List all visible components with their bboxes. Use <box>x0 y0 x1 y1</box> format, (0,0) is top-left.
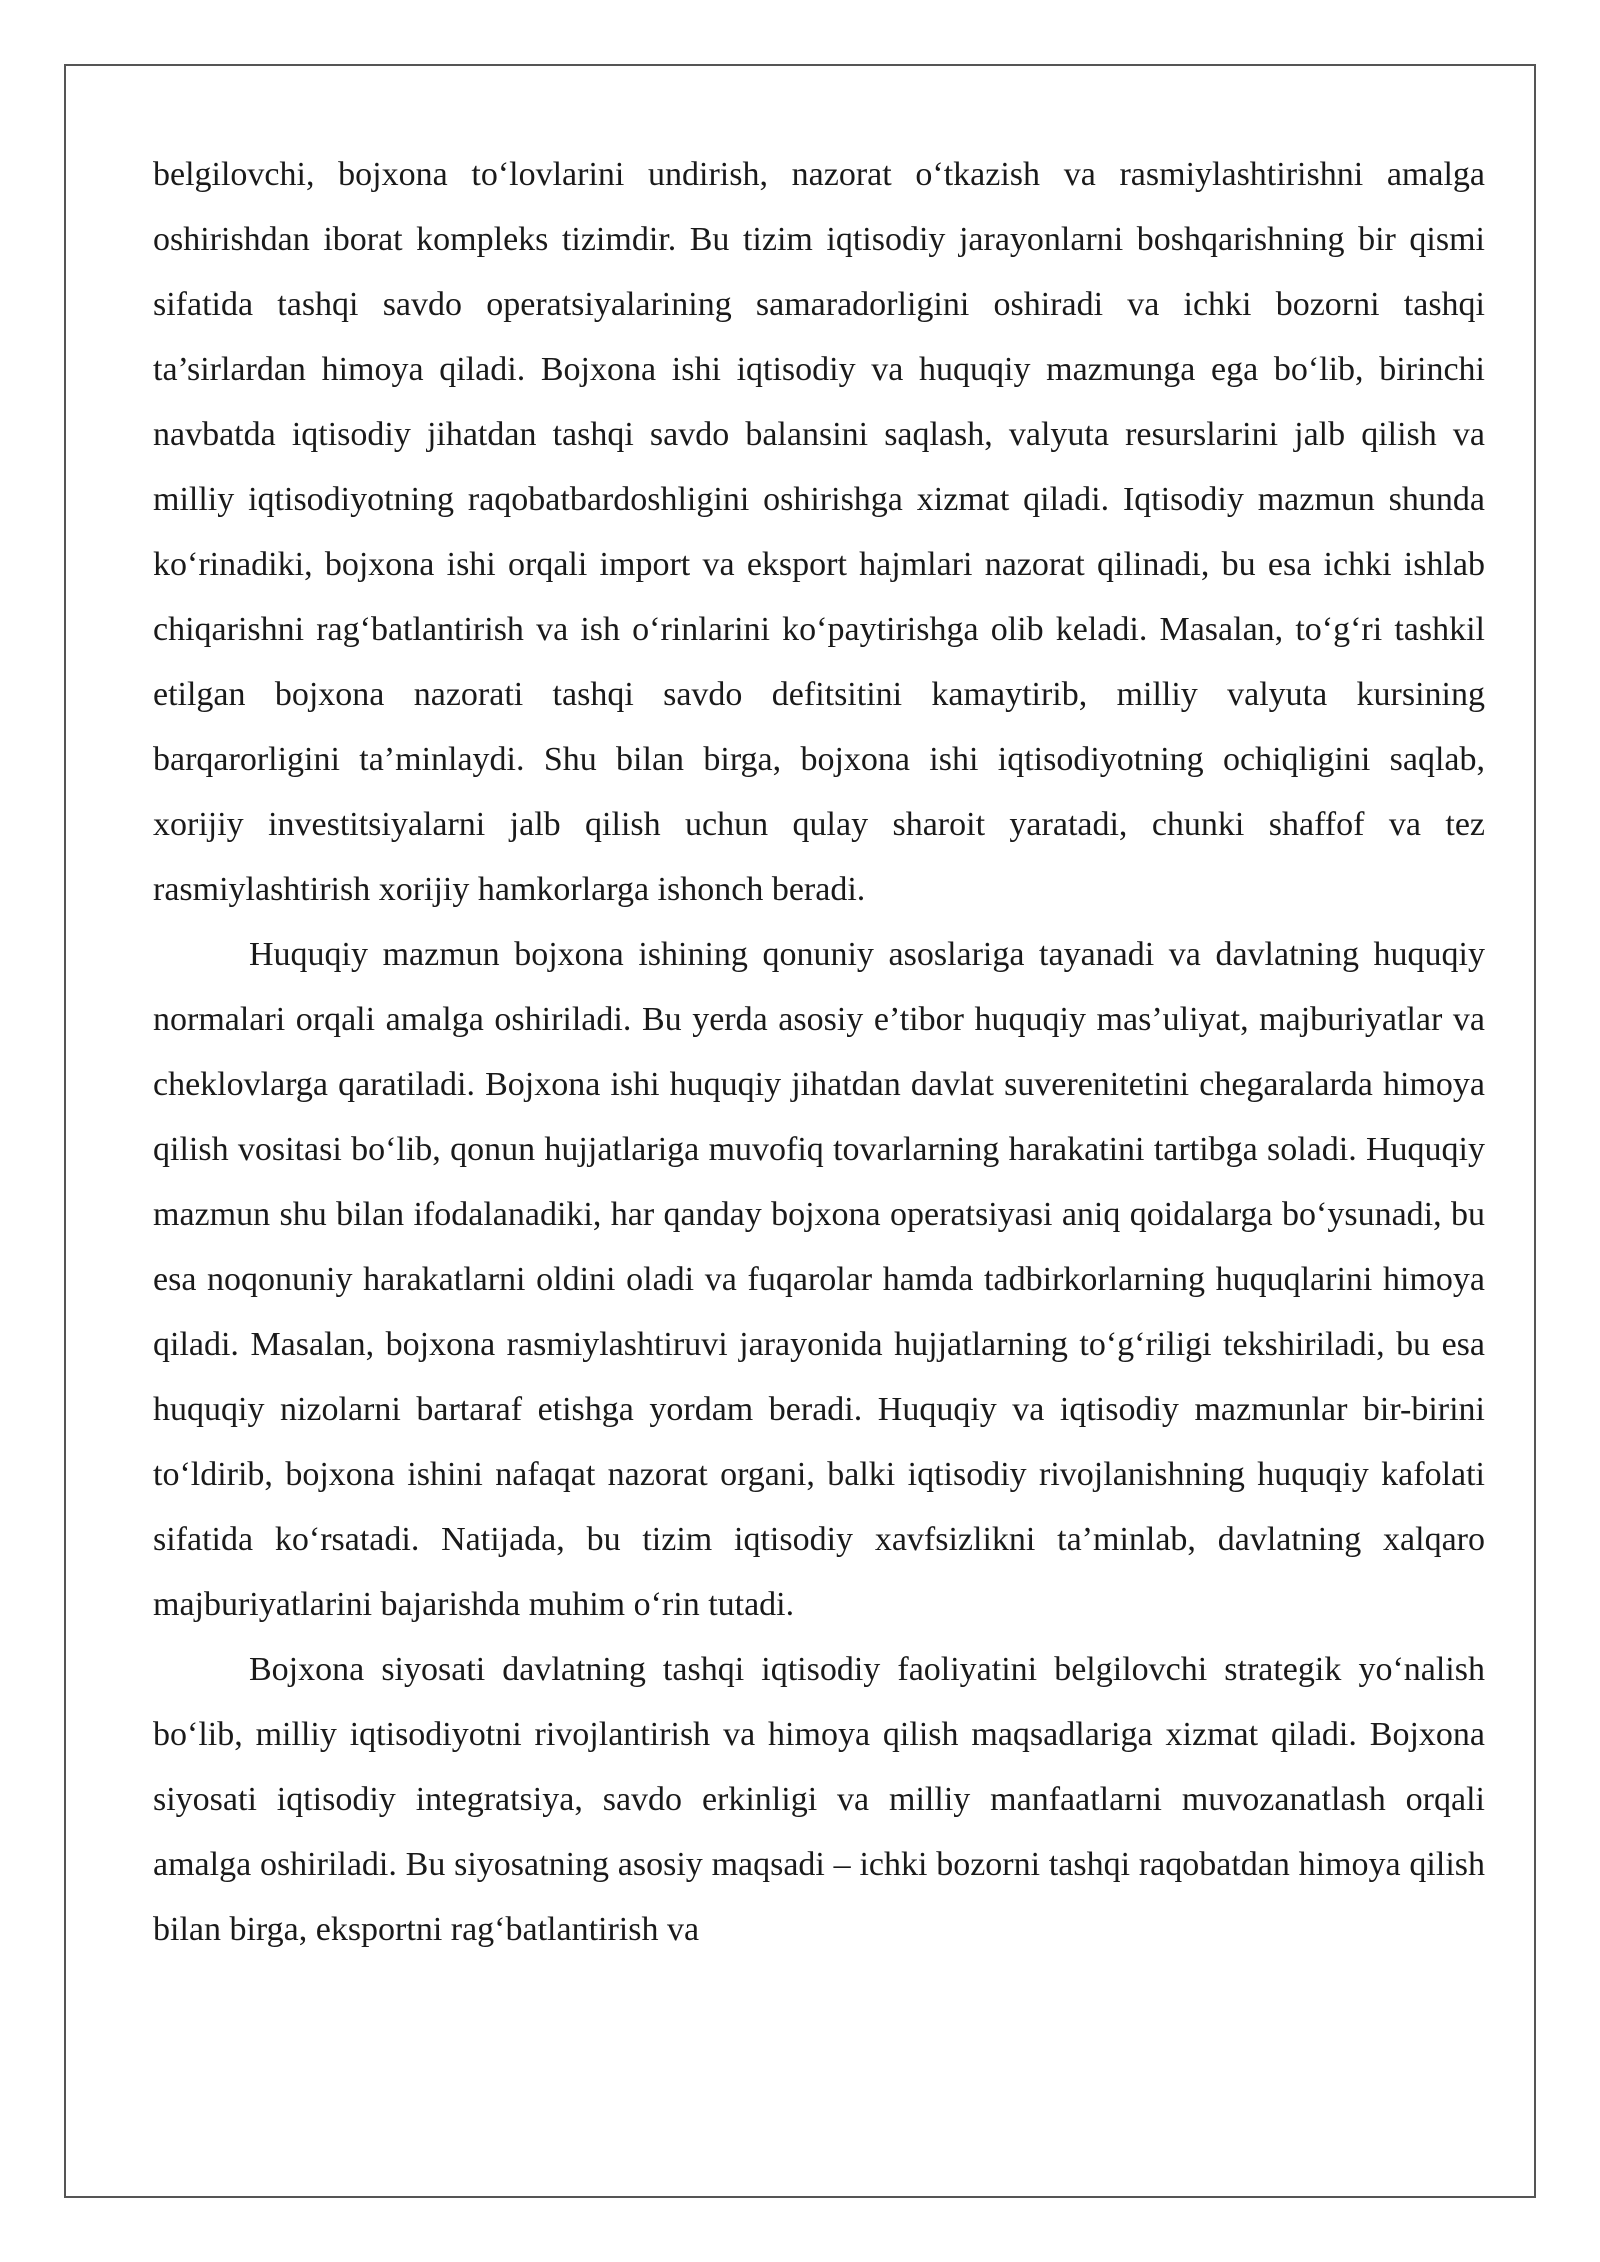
document-body <box>153 142 1485 1962</box>
paragraph-1: belgilovchi, bojxona to‘lovlarini undirish, nazorat o‘tkazish va rasmiylashtirishni amalga oshirishdan iborat kompleks tizimdir. Bu tizim iqtisodiy jarayonlarni boshqarishning bir qismi sifatida tashqi savdo operatsiyalarining samaradorligini oshiradi va ichki bozorni tashqi ta’sirlardan himoya qiladi. Bojxona ishi iqtisodiy va huquqiy mazmunga ega bo‘lib, birinchi navbatda iqtisodiy jihatdan tashqi savdo balansini saqlash, valyuta resurslarini jalb qilish va milliy iqtisodiyotning raqobatbardoshligini oshirishga xizmat qiladi. Iqtisodiy mazmun shunda ko‘rinadiki, bojxona ishi orqali import va eksport hajmlari nazorat qilinadi, bu esa ichki ishlab chiqarishni rag‘batlantirish va ish o‘rinlarini ko‘paytirishga olib keladi. Masalan, to‘g‘ri tashkil etilgan bojxona nazorati tashqi savdo defitsitini kamaytirib, milliy valyuta kursining barqarorligini ta’minlaydi. Shu bilan birga, bojxona ishi iqtisodiyotning ochiqligini saqlab, xorijiy investitsiyalarni jalb qilish uchun qulay sharoit yaratadi, chunki shaffof va tez rasmiylashtirish xorijiy hamkorlarga ishonch beradi. <box>153 156 1485 908</box>
paragraph-3: Bojxona siyosati davlatning tashqi iqtisodiy faoliyatini belgilovchi strategik yo‘nalish bo‘lib, milliy iqtisodiyotni rivojlantirish va himoya qilish maqsadlariga xizmat qiladi. Bojxona siyosati iqtisodiy integratsiya, savdo erkinligi va milliy manfaatlarni muvozanatlash orqali amalga oshiriladi. Bu siyosatning asosiy maqsadi – ichki bozorni tashqi raqobatdan himoya qilish bilan birga, eksportni rag‘batlantirish va <box>153 1651 1485 1948</box>
paragraph-2: Huquqiy mazmun bojxona ishining qonuniy asoslariga tayanadi va davlatning huquqiy normalari orqali amalga oshiriladi. Bu yerda asosiy e’tibor huquqiy mas’uliyat, majburiyatlar va cheklovlarga qaratiladi. Bojxona ishi huquqiy jihatdan davlat suverenitetini chegaralarda himoya qilish vositasi bo‘lib, qonun hujjatlariga muvofiq tovarlarning harakatini tartibga soladi. Huquqiy mazmun shu bilan ifodalanadiki, har qanday bojxona operatsiyasi aniq qoidalarga bo‘ysunadi, bu esa noqonuniy harakatlarni oldini oladi va fuqarolar hamda tadbirkorlarning huquqlarini himoya qiladi. Masalan, bojxona rasmiylashtiruvi jarayonida hujjatlarning to‘g‘riligi tekshiriladi, bu esa huquqiy nizolarni bartaraf etishga yordam beradi. Huquqiy va iqtisodiy mazmunlar bir-birini to‘ldirib, bojxona ishini nafaqat nazorat organi, balki iqtisodiy rivojlanishning huquqiy kafolati sifatida ko‘rsatadi. Natijada, bu tizim iqtisodiy xavfsizlikni ta’minlab, davlatning xalqaro majburiyatlarini bajarishda muhim o‘rin tutadi. <box>153 936 1485 1623</box>
